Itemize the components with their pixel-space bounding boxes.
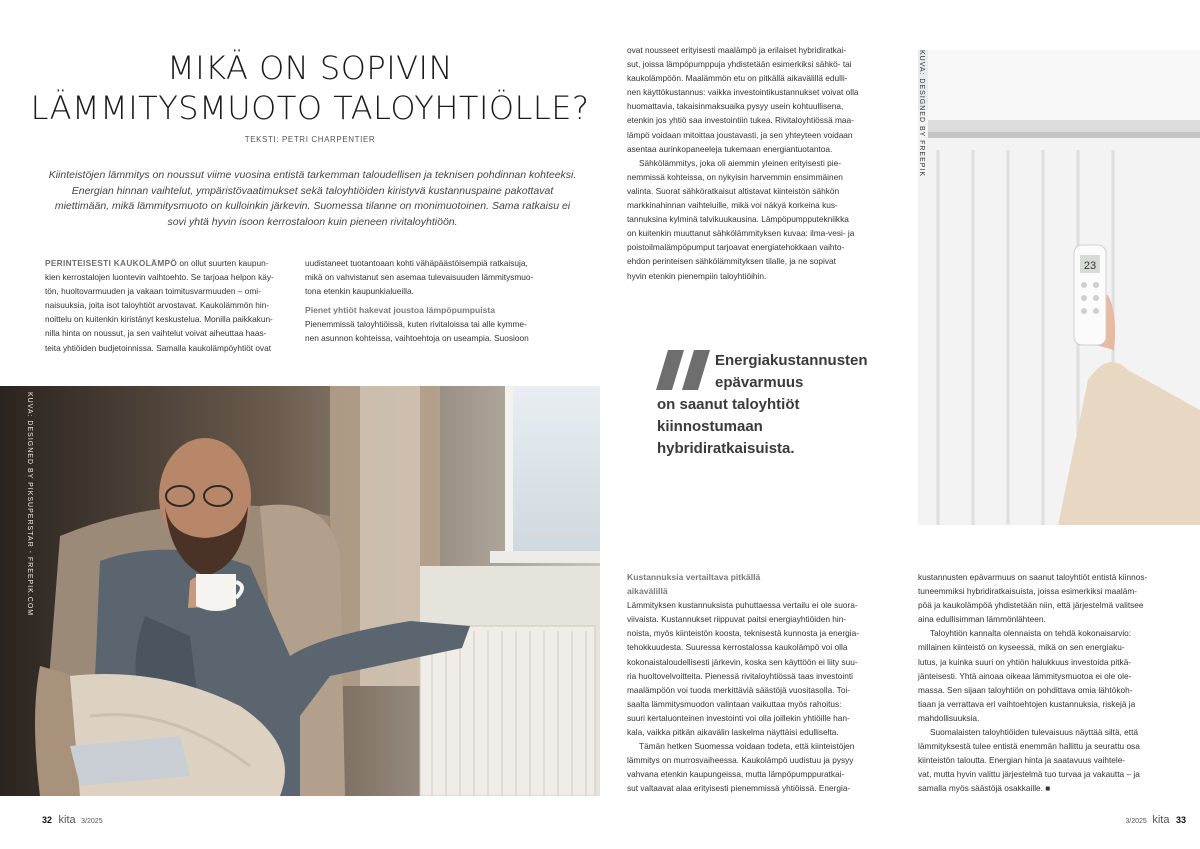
text-line: poistoilmalämpöpumput tarjoavat energiatehokkaan vaihto- bbox=[627, 242, 845, 253]
text-line: Suomalaisten taloyhtiöiden tulevaisuus näyttää siltä, että bbox=[930, 727, 1139, 738]
text-line: ria huoltovelvoitteita. Pienessä rivitaloyhtiössä taas investointi bbox=[627, 670, 853, 681]
photo-man-radiator bbox=[0, 386, 600, 796]
text-line: aina edullisimman lämmönlähteen. bbox=[918, 614, 1046, 625]
text-line: sut valtaavat alaa erityisesti pienemmissä yhtiöissä. Energia- bbox=[627, 783, 851, 794]
text-line: kokonaistaloudellisesti järkevin, koska sen käyttöön ei liity suu- bbox=[627, 656, 858, 667]
body-column-5 bbox=[918, 570, 1188, 796]
quote-line: epävarmuus bbox=[715, 374, 804, 391]
text-line: etenkin jos yhtiö saa investointiin tukea. Rivitaloyhtiössä maa- bbox=[627, 115, 854, 126]
text-line: kien kerrostalojen luontevin vaihtoehto. Se tarjoaa helpon käy- bbox=[45, 272, 274, 283]
text-line: mahdollisuuksia. bbox=[918, 712, 980, 723]
text-line: lämmityksestä tulee entistä enemmän hallittu ja seurattu osa bbox=[918, 741, 1140, 752]
quote-line: hybridiratkaisuista. bbox=[657, 440, 795, 457]
text-line: lämmitys on murrosvaiheessa. Kaukolämpö uudistuu ja pysyy bbox=[627, 755, 854, 766]
lead-line: sovi yhtä hyvin isoon kerrostaloon kuin pieneen rivitaloyhtiöön. bbox=[167, 215, 458, 228]
text-line: suuri kertaluonteinen investointi voi olla joillekin yhtiöille han- bbox=[627, 712, 850, 723]
text-line: huomattavia, takaisinmaksuaika pysyy usein kohtuullisena, bbox=[627, 101, 844, 112]
footer-right bbox=[1125, 814, 1186, 826]
text-line: maalämpöön voi tuoda merkittäviä säästöjä vuositasolla. Toi- bbox=[627, 684, 851, 695]
text-line: nemmissä kohteissa, on nykyisin harvemmin ensimmäinen bbox=[627, 171, 843, 182]
text-line: Lämmityksen kustannuksista puhuttaessa vertailu ei ole suora- bbox=[627, 600, 858, 611]
issue-right: 3/2025 bbox=[1125, 818, 1147, 825]
text-line: markkinahinnan vaihteluille, mikä voi näkyä korkeina kus- bbox=[627, 200, 838, 211]
body-column-4 bbox=[627, 570, 897, 796]
text-line: kustannusten epävarmuus on saanut taloyhtiöt entistä kiinnos- bbox=[918, 572, 1148, 582]
text-line: nen käyttökustannus: vaikka investointikustannukset voivat olla bbox=[627, 87, 859, 98]
issue-left: 3/2025 bbox=[81, 818, 103, 825]
text-line: ehdon perinteisen sähkölämmityksen tilalle, ja ne sopivat bbox=[627, 256, 836, 267]
text-line: nilla hinta on noussut, ja sen vaihtelut voivat aiheuttaa haas- bbox=[45, 328, 267, 339]
text-line: hyvin etenkin pienempiin taloyhtiöihin. bbox=[627, 270, 767, 281]
text-line: Taloyhtiön kannalta olennaista on tehdä kokonaisarvio: bbox=[930, 628, 1132, 639]
lead-line: miettimään, mikä lämmitysmuoto on kulloinkin järkevin. Suomessa tilanne on monimuotoinen. Sama ratkaisu ei bbox=[54, 200, 571, 213]
text-line: Tämän hetken Suomessa voidaan todeta, että kiinteistöjen bbox=[639, 741, 855, 752]
text-line: naisuuksia, joita isot taloyhtiöt arvostavat. Kaukolämmön hin- bbox=[45, 300, 270, 311]
text-line: nen asunnon kohteissa, vaihtoehtoja on useampia. Suosioon bbox=[305, 333, 529, 344]
pull-quote bbox=[657, 350, 917, 460]
text-line: asentaa aurinkopaneeleja tukemaan energiantuotantoa. bbox=[627, 143, 833, 154]
text-line: tehokkuudesta. Suuressa kerrostalossa kaukolämpö voi olla bbox=[627, 642, 848, 653]
text-line: massa. Sen sijaan taloyhtiön on pohdittava omia lähtökoh- bbox=[918, 684, 1133, 695]
text-line: viivaista. Kustannukset riippuvat paitsi energiayhtiöiden hin- bbox=[627, 614, 847, 625]
text-line: vahvana etenkin kaupungeissa, mutta lämpöpumppuratkai- bbox=[627, 769, 845, 780]
text-line: kaukolämpöön. Maalämmön etu on pitkällä aikavälillä edulli- bbox=[627, 73, 848, 84]
text-line: valinta. Suorat sähköratkaisut altistavat kiinteistön sähkön bbox=[627, 185, 840, 196]
text-line: tona etenkin kaupunkialueilla. bbox=[305, 286, 414, 297]
text-line: samalla myös säästöjä osakkaille. ■ bbox=[918, 783, 1051, 794]
text-line: sut, joissa lämpöpumppuja yhdistetään esimerkiksi sähkö- tai bbox=[627, 59, 852, 70]
text-line: on kuitenkin muuttanut sähkölämmityksen kuvaa: ilma-vesi- ja bbox=[627, 228, 855, 239]
title-line-1: MIKÄ ON SOPIVIN bbox=[167, 49, 453, 87]
man-radiator-illustration bbox=[0, 386, 600, 796]
ac-remote-illustration bbox=[918, 50, 1200, 525]
lead-line: Energian hinnan vaihtelut, ympäristövaatimukset sekä taloyhtiöiden kiristyvä kustannuspaine pakottavat bbox=[71, 184, 554, 197]
page-number-left: 32 bbox=[42, 815, 53, 825]
lead-line: Kiinteistöjen lämmitys on noussut viime vuosina entistä tarkemman taloudellisen ja teknisen pohdinnan kohteeksi. bbox=[48, 169, 577, 181]
brand-left: kita bbox=[58, 814, 76, 826]
quote-line: Energiakustannusten bbox=[715, 352, 868, 369]
text-line: jänteisesti. Yhtä ainoaa oikeaa lämmitysmuotoa ei ole ole- bbox=[918, 670, 1132, 681]
text-line: Sähkölämmitys, joka oli aiemmin yleinen erityisesti pie- bbox=[639, 157, 841, 168]
body-column-1 bbox=[45, 256, 280, 355]
text-line: kala, vaikka pitkän aikavälin laskelma näyttäisi edulliselta. bbox=[627, 727, 839, 738]
body-column-3 bbox=[627, 43, 892, 283]
byline: TEKSTI: PETRI CHARPENTIER bbox=[244, 135, 376, 144]
photo-credit-left: KUVA: DESIGNED BY PIKSUPERSTAR - FREEPIK.COM bbox=[26, 392, 33, 617]
text-line: tuneemmiksi hybridiratkaisuista, joissa esimerkiksi maaläm- bbox=[918, 586, 1138, 597]
text-line: tön, huoltovarmuuden ja vakaan toimitusvarmuuden – omi- bbox=[45, 286, 261, 297]
quote-line: kiinnostumaan bbox=[657, 418, 763, 435]
page-number-right: 33 bbox=[1175, 815, 1186, 825]
text-line: vat, mutta hyvin valittu järjestelmä tuo turvaa ja vakautta – ja bbox=[918, 769, 1140, 780]
text-line: millainen kiinteistö on kyseessä, mikä on sen energiaku- bbox=[918, 642, 1125, 653]
text-line: Pienemmissä taloyhtiöissä, kuten rivitaloissa tai alle kymme- bbox=[305, 319, 527, 330]
subheading: aikavälillä bbox=[627, 586, 668, 597]
text-line: kiinteistön taloutta. Energian hinta ja saatavuus vaihtele- bbox=[918, 755, 1126, 766]
text-line: saalta lämmitysmuodon valintaan vaikuttaa myös rahoitus: bbox=[627, 698, 842, 709]
text-line: noista, myös kiinteistön koosta, teknisestä kunnosta ja energia- bbox=[627, 628, 859, 639]
brand-right: kita bbox=[1152, 814, 1170, 826]
body-column-2 bbox=[305, 256, 545, 346]
photo-credit-right: KUVA: DESIGNED BY FREEPIK bbox=[918, 50, 925, 178]
title-line-2: LÄMMITYSMUOTO TALOYHTIÖLLE? bbox=[30, 89, 590, 127]
text-line: lämpö voidaan mitoittaa joustavasti, ja sen yhteyteen voidaan bbox=[627, 129, 853, 140]
footer-left bbox=[42, 814, 103, 826]
text-line: lutus, ja kuinka suuri on yhtiön halukkuus investoida pitkä- bbox=[918, 656, 1132, 667]
text-line: noittelu on kuitenkin kiristänyt keskustelua. Monilla paikkakun- bbox=[45, 314, 273, 325]
text-line: ovat nousseet erityisesti maalämpö ja erilaiset hybridiratkai- bbox=[627, 45, 847, 55]
article-title bbox=[30, 48, 590, 128]
text-line: tiaan ja verrattava eri vaihtoehtojen kustannuksia, riskejä ja bbox=[918, 698, 1136, 709]
text-line: tannuksina kylminä talvikuukausina. Lämpöpumpputekniikka bbox=[627, 214, 849, 225]
subheading: Kustannuksia vertailtava pitkällä bbox=[627, 572, 761, 582]
lead-in: PERINTEISESTI KAUKOLÄMPÖ bbox=[45, 258, 178, 268]
text-line: mikä on vahvistanut sen asemaa tulevaisuuden lämmitysmuo- bbox=[305, 272, 534, 283]
lead-paragraph bbox=[30, 168, 595, 230]
text-line: uudistaneet tuotantoaan kohti vähäpäästöisempiä ratkaisuja, bbox=[305, 258, 528, 268]
subheading: Pienet yhtiöt hakevat joustoa lämpöpumpuista bbox=[305, 305, 496, 316]
text-line: teita yhtiöiden budjetoinnissa. Samalla kaukolämpöyhtiöt ovat bbox=[45, 342, 271, 353]
text-line: pöä ja kaukolämpöä yhdistetään niin, että järjestelmä valitsee bbox=[918, 600, 1144, 611]
photo-ac-remote bbox=[918, 50, 1200, 525]
remote-display-value: 23 bbox=[1083, 260, 1097, 272]
quote-line: on saanut taloyhtiöt bbox=[657, 396, 800, 413]
text-line: on ollut suurten kaupun- bbox=[177, 258, 269, 268]
